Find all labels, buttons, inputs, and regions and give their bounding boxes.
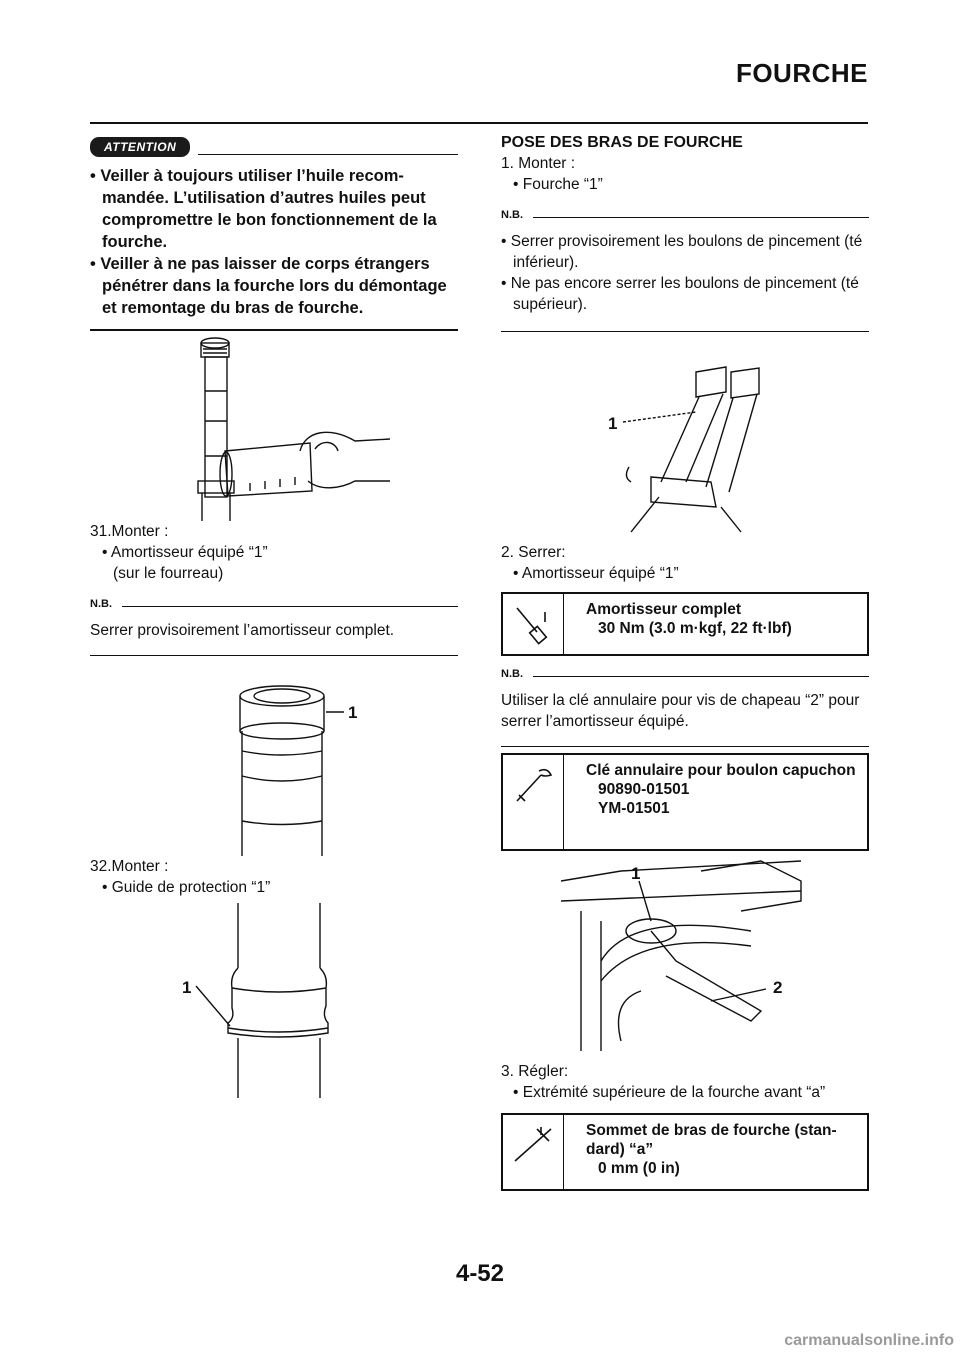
nb-header [501, 668, 869, 680]
tool-code: YM-01501 [598, 800, 670, 817]
figure-fork-oil [90, 331, 458, 521]
page-title: FOURCHE [735, 58, 868, 88]
right-column [501, 132, 869, 1191]
special-tool-icon [503, 755, 564, 849]
watermark: carmanualsonline.info [784, 1332, 954, 1349]
nb-label: N.B. [501, 209, 523, 221]
step-3-item: • Extrémité supérieure de la fourche avant “a” [513, 1084, 826, 1101]
tool-code: 90890-01501 [598, 781, 690, 798]
nb-label: N.B. [90, 598, 112, 610]
step-2-item: • Amortisseur équipé “1” [513, 565, 679, 582]
step-3-title: 3. Régler: [501, 1063, 569, 1080]
nb-item: • Serrer provisoirement les boulons de pincement (té inférieur). [501, 233, 863, 271]
step-31-item: • Amortisseur équipé “1” [102, 544, 268, 561]
left-column [90, 132, 458, 1098]
step-1-item: • Fourche “1” [513, 176, 603, 193]
attention-header [90, 137, 458, 157]
spec-value: 0 mm (0 in) [598, 1160, 680, 1177]
tool-spec-box [501, 753, 869, 851]
attention-list [90, 165, 458, 319]
figure-protective-guide [90, 898, 458, 1098]
step-31-title: 31.Monter : [90, 523, 169, 540]
nb-end-rule [501, 746, 869, 747]
step-32-item: • Guide de protection “1” [102, 879, 271, 896]
figure-wrench [501, 851, 869, 1061]
header-rule [90, 122, 868, 124]
attention-badge: ATTENTION [90, 137, 190, 157]
spec-name: Sommet de bras de fourche (standard) “a” [586, 1122, 837, 1158]
callout-label: 1 [182, 978, 192, 997]
protective-guide-illustration [90, 898, 458, 1098]
spec-value: 30 Nm (3.0 m·kgf, 22 ft·lbf) [598, 620, 792, 637]
torque-wrench-icon [503, 594, 564, 654]
nb-header [501, 209, 869, 221]
callout-label: 2 [773, 978, 783, 997]
attention-item: • Veiller à ne pas laisser de corps étrangers pénétrer dans la fourche lors du démontage et remontage du bras de fourche. [90, 255, 447, 317]
attention-item: • Veiller à toujours utiliser l’huile recommandée. L’utilisation d’autres huiles peut compromettre le bon fonctionnement de la fourche. [90, 167, 437, 251]
figure-fork-install [501, 332, 869, 542]
wrench-illustration [501, 851, 869, 1061]
damper-cap-illustration [90, 656, 458, 856]
nb-text: Utiliser la clé annulaire pour vis de chapeau “2” pour serrer l’amortisseur équipé. [501, 692, 860, 730]
step-32-title: 32.Monter : [90, 858, 169, 875]
callout-label: 1 [631, 864, 641, 883]
spec-name: Amortisseur complet [586, 601, 742, 618]
nb-text: Serrer provisoirement l’amortisseur complet. [90, 622, 395, 639]
torque-spec-box [501, 592, 869, 656]
nb-label: N.B. [501, 668, 523, 680]
figure-damper-cap [90, 656, 458, 856]
nb-header [90, 598, 458, 610]
callout-label: 1 [608, 414, 618, 433]
nb-item: • Ne pas encore serrer les boulons de pincement (té supérieur). [501, 275, 859, 313]
caliper-icon [503, 1115, 564, 1189]
step-2-title: 2. Serrer: [501, 544, 566, 561]
nb-list [501, 231, 869, 315]
page-number: 4-52 [455, 1260, 505, 1287]
callout-label: 1 [348, 703, 358, 722]
standard-spec-box [501, 1113, 869, 1191]
section-title: POSE DES BRAS DE FOURCHE [501, 134, 743, 151]
tool-name: Clé annulaire pour boulon capuchon [586, 762, 856, 779]
fork-oil-illustration [90, 331, 458, 521]
step-31-note: (sur le fourreau) [113, 565, 224, 582]
fork-install-illustration [501, 332, 869, 542]
step-1-title: 1. Monter : [501, 155, 576, 172]
